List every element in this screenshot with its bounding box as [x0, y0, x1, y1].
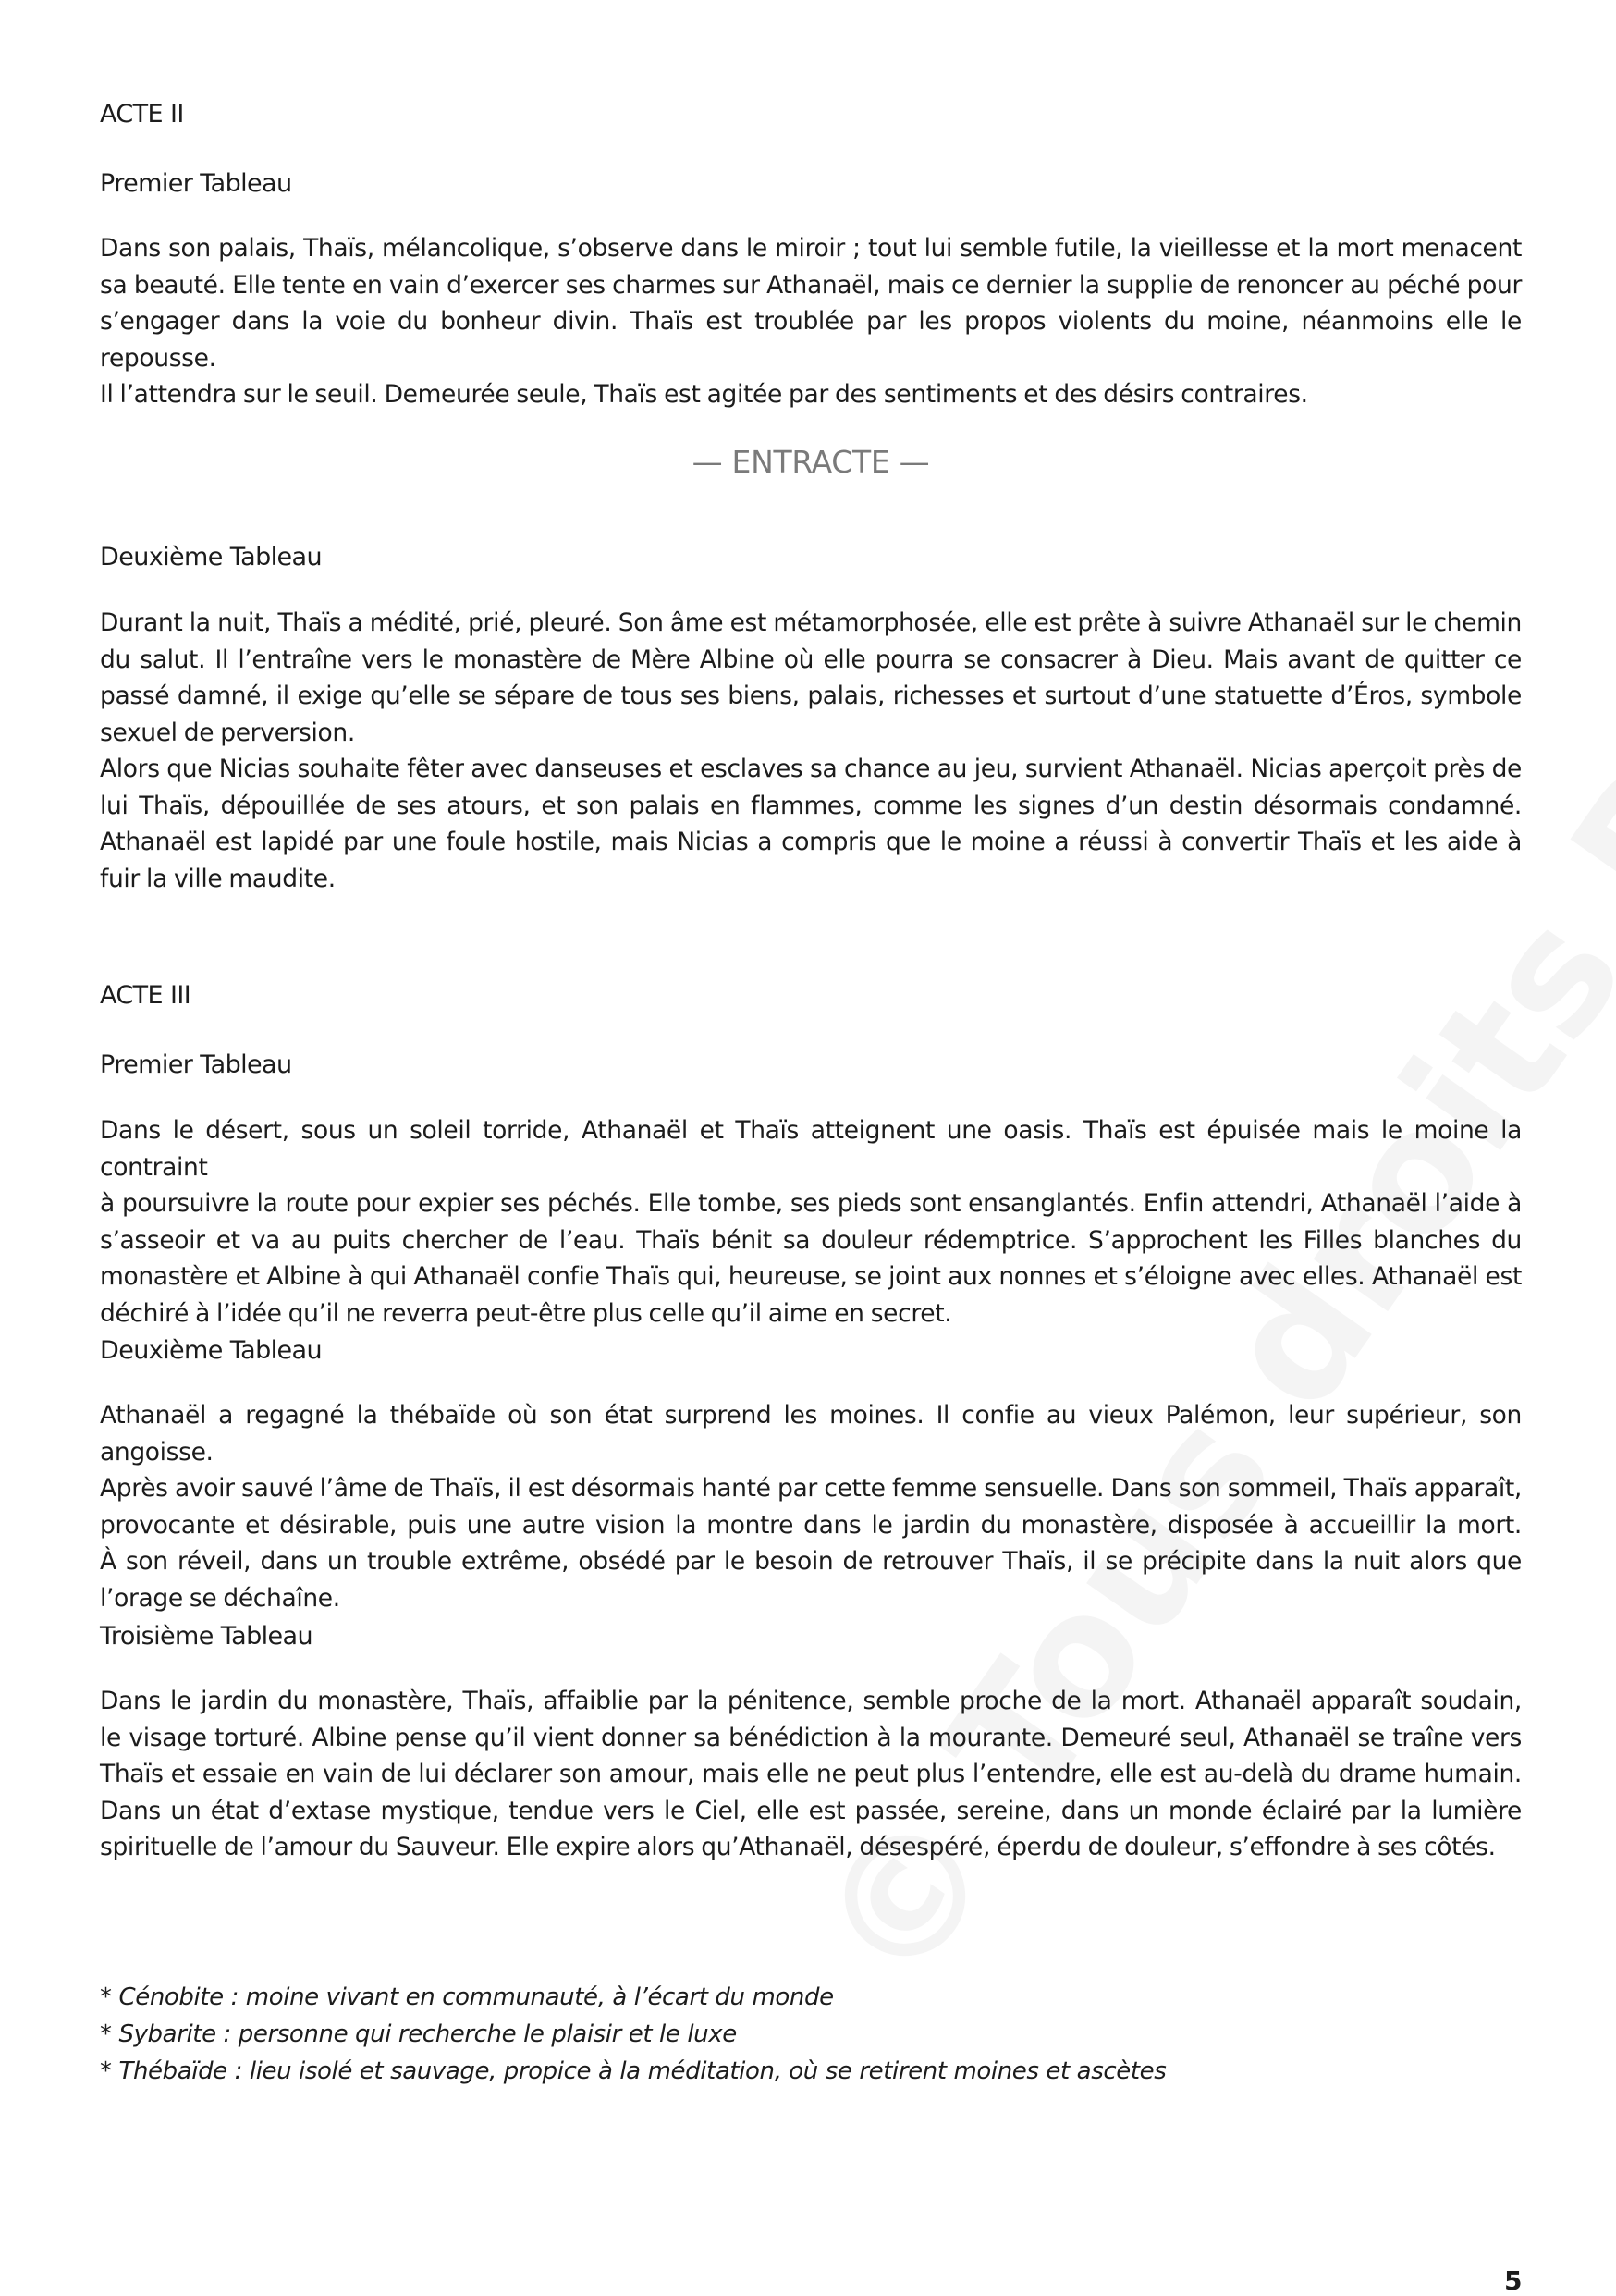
act-3-tableau-1-text — [100, 1112, 1522, 1332]
text-line: s’engager dans la voie du bonheur divin. Thaïs est troublée par les propos violents du moine, néanmoins elle le repousse. — [100, 307, 1522, 373]
text-line: Durant la nuit, Thaïs a médité, prié, pleuré. Son âme est métamorphosée, elle est prête à suivre Athanaël sur le chemin — [100, 608, 1522, 637]
act-2-tableau-2-text — [100, 605, 1522, 897]
text-line: Alors que Nicias souhaite fêter avec danseuses et esclaves sa chance au jeu, survient Athanaël. Nicias aperçoit près de — [100, 755, 1522, 783]
text-line: fuir la ville maudite. — [100, 864, 336, 893]
text-line: sa beauté. Elle tente en vain d’exercer ses charmes sur Athanaël, mais ce dernier la supplie de renoncer au péché pour — [100, 270, 1522, 300]
footnote-sybarite: * Sybarite : personne qui recherche le plaisir et le luxe — [100, 2020, 737, 2048]
act-3-tableau-3-title: Troisième Tableau — [100, 1622, 313, 1651]
act-2-tableau-2-title: Deuxième Tableau — [100, 543, 322, 571]
text-line: Dans le désert, sous un soleil torride, Athanaël et Thaïs atteignent une oasis. Thaïs est épuisée mais le moine la contraint — [100, 1116, 1522, 1182]
text-line: sexuel de perversion. — [100, 718, 355, 747]
text-line: à poursuivre la route pour expier ses péchés. Elle tombe, ses pieds sont ensanglantés. Enfin attendri, Athanaël l’aide à — [100, 1189, 1522, 1218]
act-2-tableau-1-text — [100, 230, 1522, 413]
text-line: spirituelle de l’amour du Sauveur. Elle expire alors qu’Athanaël, désespéré, éperdu de douleur, s’effondre à ses côtés. — [100, 1833, 1496, 1861]
act-3-tableau-2-text — [100, 1397, 1522, 1616]
text-line: lui Thaïs, dépouillée de ses atours, et son palais en flammes, comme les signes d’un destin désormais condamné. — [100, 791, 1522, 820]
text-line: Après avoir sauvé l’âme de Thaïs, il est désormais hanté par cette femme sensuelle. Dans son sommeil, Thaïs apparaît, — [100, 1474, 1522, 1503]
text-line: Thaïs et essaie en vain de lui déclarer son amour, mais elle ne peut plus l’entendre, elle est au-delà du drame humain. — [100, 1760, 1522, 1788]
text-line: À son réveil, dans un trouble extrême, obsédé par le besoin de retrouver Thaïs, il se précipite dans la nuit alors que — [100, 1547, 1522, 1576]
text-line: Athanaël a regagné la thébaïde où son état surprend les moines. Il confie au vieux Palémon, leur supérieur, son angoisse. — [100, 1401, 1522, 1467]
text-line: Dans le jardin du monastère, Thaïs, affaiblie par la pénitence, semble proche de la mort. Athanaël apparaît soudain, — [100, 1687, 1522, 1715]
text-line: passé damné, il exige qu’elle se sépare de tous ses biens, palais, richesses et surtout d’une statuette d’Éros, symbole — [100, 681, 1522, 710]
text-line: monastère et Albine à qui Athanaël confie Thaïs qui, heureuse, se joint aux nonnes et s’éloigne avec elles. Athanaël est — [100, 1262, 1522, 1291]
text-line: l’orage se déchaîne. — [100, 1583, 340, 1613]
text-line: Dans son palais, Thaïs, mélancolique, s’observe dans le miroir ; tout lui semble futile, la vieillesse et la mort menacent — [100, 234, 1522, 263]
footnote-thebaide: * Thébaïde : lieu isolé et sauvage, propice à la méditation, où se retirent moines et ascètes — [100, 2057, 1167, 2085]
page-number: 5 — [1504, 2265, 1523, 2296]
text-line: s’asseoir et va au puits chercher de l’eau. Thaïs bénit sa douleur rédemptrice. S’approchent les Filles blanches du — [100, 1225, 1522, 1255]
act-3-tableau-3-text — [100, 1683, 1522, 1866]
footnotes — [100, 1979, 1166, 2090]
act-2-title: ACTE II — [100, 100, 184, 129]
footnote-cenobite: * Cénobite : moine vivant en communauté, à l’écart du monde — [100, 1983, 834, 2011]
act-3-tableau-2-title: Deuxième Tableau — [100, 1336, 322, 1365]
text-line: du salut. Il l’entraîne vers le monastère de Mère Albine où elle pourra se consacrer à Dieu. Mais avant de quitter ce — [100, 645, 1522, 674]
text-line: Dans un état d’extase mystique, tendue vers le Ciel, elle est passée, sereine, dans un monde éclairé par la lumière — [100, 1796, 1522, 1825]
text-line: provocante et désirable, puis une autre vision la montre dans le jardin du monastère, disposée à accueillir la mort. — [100, 1510, 1522, 1540]
entracte-divider: — ENTRACTE — — [692, 444, 930, 480]
text-line: Athanaël est lapidé par une foule hostile, mais Nicias a compris que le moine a réussi à convertir Thaïs et les aide à — [100, 828, 1522, 856]
act-3-tableau-1-title: Premier Tableau — [100, 1050, 292, 1079]
text-line: le visage torturé. Albine pense qu’il vient donner sa bénédiction à la mourante. Demeuré seul, Athanaël se traîne vers — [100, 1723, 1522, 1752]
text-line: Il l’attendra sur le seuil. Demeurée seule, Thaïs est agitée par des sentiments et des désirs contraires. — [100, 380, 1308, 409]
act-2-tableau-1-title: Premier Tableau — [100, 169, 292, 198]
act-3-title: ACTE III — [100, 981, 191, 1010]
text-line: déchiré à l’idée qu’il ne reverra peut-être plus celle qu’il aime en secret. — [100, 1298, 952, 1328]
